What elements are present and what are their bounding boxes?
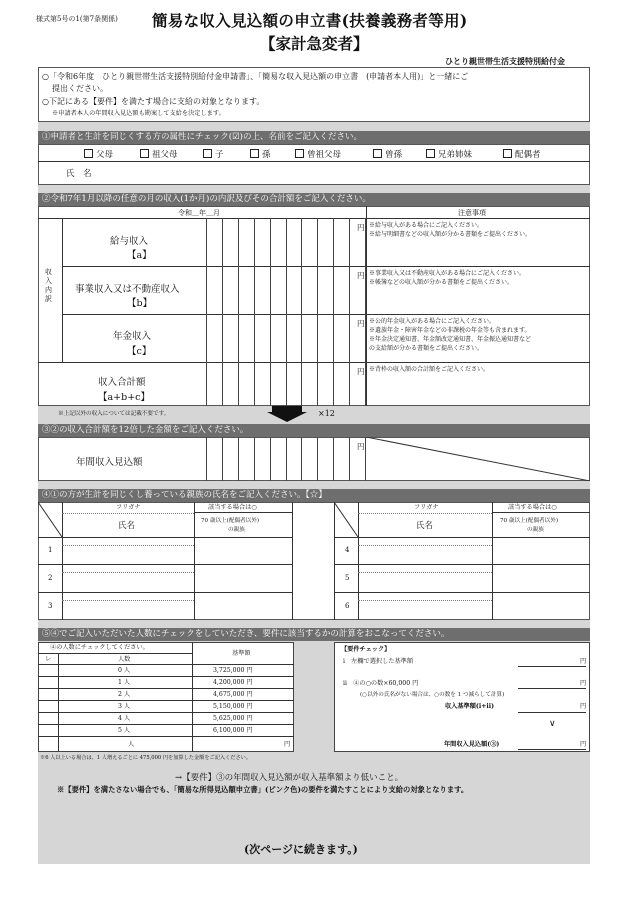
row-number: 1 bbox=[48, 546, 53, 554]
intro-line-3: ※申請者本人の年間収入見込額も勘案して支給を決定します。 bbox=[52, 110, 225, 117]
salary-amount-input[interactable] bbox=[207, 219, 365, 265]
people-column: 人数 bbox=[118, 656, 131, 663]
requirement-i: i 左欄で選択した基準額 bbox=[343, 658, 414, 665]
continue-next-page: (次ページに続きます。) bbox=[244, 843, 358, 856]
checkbox-icon bbox=[426, 149, 435, 158]
row-number: 4 bbox=[345, 546, 350, 554]
applicable-mark-input[interactable] bbox=[195, 538, 291, 564]
requirement-statement: →【要件】③の年間収入見込額が収入基準額より低いこと。 bbox=[175, 773, 404, 783]
header-diagonal bbox=[334, 502, 358, 537]
pension-note-4: の支給額が分かる書類をご提出ください。 bbox=[369, 345, 484, 352]
requirement-ii-input[interactable] bbox=[518, 676, 578, 688]
times-twelve: ×12 bbox=[318, 409, 335, 418]
furigana-header: フリガナ bbox=[116, 504, 141, 511]
relation-option-child[interactable]: 子 bbox=[203, 148, 224, 160]
yen-unit: 円 bbox=[357, 271, 365, 280]
page-subtitle: 【家計急変者】 bbox=[260, 34, 369, 53]
people-count-custom: 人 bbox=[128, 741, 135, 748]
salary-note-1: ※給与収入がある場合にご記入ください。 bbox=[369, 222, 484, 229]
checkbox-icon bbox=[84, 149, 93, 158]
applicable-mark-input[interactable] bbox=[493, 593, 589, 619]
total-note: ※背枠の収入額の合計額をご記入ください。 bbox=[369, 366, 490, 373]
intro-line-1b: 提出ください。 bbox=[52, 84, 108, 93]
people-count: 3 人 bbox=[118, 703, 131, 710]
income-threshold-input[interactable] bbox=[518, 700, 578, 712]
row-number: 6 bbox=[345, 602, 350, 610]
checkbox-icon bbox=[250, 149, 259, 158]
pension-label: 年金収入 bbox=[113, 331, 152, 342]
income-side-label: 収入内訳 bbox=[45, 268, 52, 303]
people-check-6plus[interactable] bbox=[39, 737, 58, 751]
relative-name-input[interactable] bbox=[63, 538, 193, 564]
yen-unit: 円 bbox=[580, 658, 587, 665]
section-2-header: ②令和7年1月以降の任意の月の収入(1か月)の内訳及びその合計額をご記入ください。 bbox=[38, 193, 590, 206]
relation-option-parent[interactable]: 父母 bbox=[84, 148, 113, 160]
row-number: 2 bbox=[48, 574, 53, 582]
people-count: 1 人 bbox=[118, 679, 131, 686]
yen-unit: 円 bbox=[580, 741, 587, 748]
requirement-title: 【要件チェック】 bbox=[341, 646, 391, 653]
annual-income-check-label: 年間収入見込額(③) bbox=[444, 741, 500, 748]
people-check-2[interactable] bbox=[39, 689, 58, 700]
yen-unit: 円 bbox=[357, 319, 365, 328]
row-number: 5 bbox=[345, 574, 350, 582]
base-amount: 4,675,000 円 bbox=[213, 691, 253, 698]
section-2-footnote: ※上記以外の収入については記載不要です。 bbox=[58, 411, 170, 417]
people-count: 4 人 bbox=[118, 715, 131, 722]
row-number: 3 bbox=[48, 602, 53, 610]
applicable-mark-input[interactable] bbox=[195, 593, 291, 619]
applicable-mark-input[interactable] bbox=[493, 538, 589, 564]
people-check-4[interactable] bbox=[39, 713, 58, 724]
business-note-1: ※事業収入又は不動産収入がある場合にご記入ください。 bbox=[369, 270, 526, 277]
business-label: 事業収入又は不動産収入 bbox=[75, 284, 180, 295]
base-amount: 6,100,000 円 bbox=[213, 727, 253, 734]
form-number: 様式第5号の1(第7条関係) bbox=[36, 15, 118, 23]
relation-option-grandparent[interactable]: 祖父母 bbox=[140, 148, 178, 160]
base-table-note: ※6 人以上いる場合は、1 人増えるごとに 475,000 円を加算した金額をご記入ください。 bbox=[40, 755, 252, 761]
applicable-header: 該当する場合は○ bbox=[508, 504, 557, 511]
section-3-header: ③②の収入合計額を12倍した金額をご記入ください。 bbox=[38, 424, 590, 437]
people-count: 5 人 bbox=[118, 727, 131, 734]
requirement-ii-note: (○以外の氏名がない場合は、○の数を 1 つ減らして計算) bbox=[360, 692, 505, 698]
age-note: 70 歳以上(配偶者以外) bbox=[500, 518, 559, 524]
age-note-2: の親族 bbox=[228, 527, 245, 533]
relation-option-great-grandchild[interactable]: 曽孫 bbox=[373, 148, 402, 160]
yen-unit: 円 bbox=[580, 680, 587, 687]
furigana-header: フリガナ bbox=[414, 504, 439, 511]
intro-line-2: ○下記にある【要件】を満たす場合に支給の対象となります。 bbox=[42, 97, 265, 106]
applicable-mark-input[interactable] bbox=[493, 565, 589, 591]
business-code: 【b】 bbox=[127, 298, 153, 309]
applicable-mark-input[interactable] bbox=[195, 565, 291, 591]
checkbox-icon bbox=[203, 149, 212, 158]
base-amount: 3,725,000 円 bbox=[213, 667, 253, 674]
greater-than-symbol: ∨ bbox=[549, 719, 556, 729]
salary-note-2: ※給与明細書などの収入額が分かる書類をご提出ください。 bbox=[369, 231, 532, 238]
program-name: ひとり親世帯生活支援特別給付金 bbox=[445, 56, 565, 66]
base-amount-custom: 円 bbox=[284, 741, 291, 748]
checkbox-icon bbox=[140, 149, 149, 158]
relation-option-great-grandparent[interactable]: 曾祖父母 bbox=[295, 148, 341, 160]
checkbox-icon bbox=[373, 149, 382, 158]
notes-header: 注意事項 bbox=[458, 209, 486, 217]
check-header: ④の人数にチェックしてください。 bbox=[50, 644, 149, 651]
name-input[interactable] bbox=[120, 163, 586, 183]
relation-option-grandchild[interactable]: 孫 bbox=[250, 148, 271, 160]
alternate-requirement-note: ※【要件】を満たさない場合でも、「簡易な所得見込額申立書」(ピンク色)の要件を満たすことにより支給の対象となります。 bbox=[57, 785, 469, 794]
age-note-2: の親族 bbox=[527, 527, 544, 533]
pension-amount-input[interactable] bbox=[207, 315, 365, 361]
checkbox-icon bbox=[503, 149, 512, 158]
people-check-1[interactable] bbox=[39, 677, 58, 688]
pension-note-3: ※年金決定通知書、年金額改定通知書、年金振込通知書など bbox=[369, 336, 532, 343]
relative-name-input[interactable] bbox=[359, 593, 491, 619]
people-count: 2 人 bbox=[118, 691, 131, 698]
annual-income-check-input[interactable] bbox=[518, 737, 578, 749]
people-check-5[interactable] bbox=[39, 725, 58, 736]
header-diagonal bbox=[38, 502, 62, 537]
yen-unit: 円 bbox=[357, 223, 365, 232]
yen-unit: 円 bbox=[357, 367, 365, 376]
business-note-2: ※帳簿などの収入額が分かる書類をご提出ください。 bbox=[369, 279, 514, 286]
intro-line-1: ○「令和6年度 ひとり親世帯生活支援特別給付金申請書」、「簡易な収入見込額の申立書 (申請者本人用)」と一緒にご bbox=[42, 72, 469, 81]
section-5-header: ⑤④でご記入いただいた人数にチェックをしていただき、要件に該当するかの計算をおこなってください。 bbox=[38, 628, 590, 641]
down-arrow-icon bbox=[266, 405, 308, 423]
custom-people-input[interactable] bbox=[60, 737, 126, 751]
relative-name-input[interactable] bbox=[63, 565, 193, 591]
relation-option-sibling[interactable]: 兄弟姉妹 bbox=[426, 148, 472, 160]
pension-code: 【c】 bbox=[127, 346, 152, 357]
requirement-ii: ii ④の○の数×60,000 円 bbox=[343, 680, 419, 687]
check-column: レ bbox=[45, 656, 52, 663]
pension-note-2: ※遺族年金・障害年金などの非課税の年金等も含まれます。 bbox=[369, 327, 531, 334]
custom-base-input[interactable] bbox=[194, 737, 282, 751]
salary-label: 給与収入 bbox=[110, 236, 149, 247]
yen-unit: 円 bbox=[580, 703, 587, 710]
business-amount-input[interactable] bbox=[207, 267, 365, 313]
relation-option-spouse[interactable]: 配偶者 bbox=[503, 148, 541, 160]
annual-income-input[interactable] bbox=[207, 438, 365, 480]
section-1-header: ①申請者と生計を同じくする方の属性にチェック(☑)の上、名前をご記入ください。 bbox=[38, 131, 590, 144]
people-check-0[interactable] bbox=[39, 665, 58, 676]
total-code: 【a+b+c】 bbox=[98, 392, 150, 403]
page-title: 簡易な収入見込額の申立書(扶養義務者等用) bbox=[152, 11, 468, 30]
name-header: 氏名 bbox=[416, 521, 434, 531]
month-header: 令和＿年＿月 bbox=[178, 209, 220, 217]
base-amount: 5,625,000 円 bbox=[213, 715, 253, 722]
base-column: 基準額 bbox=[232, 650, 251, 657]
name-label: 氏 名 bbox=[66, 169, 92, 179]
income-threshold-label: 収入基準額(i+ii) bbox=[445, 703, 495, 710]
relative-name-input[interactable] bbox=[359, 565, 491, 591]
age-note: 70 歳以上(配偶者以外) bbox=[201, 518, 260, 524]
base-amount: 5,150,000 円 bbox=[213, 703, 253, 710]
yen-unit: 円 bbox=[357, 442, 365, 451]
section-4-header: ④①の方が生計を同じくし養っている親族の氏名をご記入ください。【☆】 bbox=[38, 489, 590, 502]
requirement-i-input[interactable] bbox=[518, 654, 578, 666]
people-count: 0 人 bbox=[118, 667, 131, 674]
relative-name-input[interactable] bbox=[63, 593, 193, 619]
people-check-3[interactable] bbox=[39, 701, 58, 712]
total-amount-input[interactable] bbox=[207, 363, 365, 405]
name-header: 氏名 bbox=[118, 521, 136, 531]
checkbox-icon bbox=[295, 149, 304, 158]
relative-name-input[interactable] bbox=[359, 538, 491, 564]
base-amount: 4,200,000 円 bbox=[213, 679, 253, 686]
diagonal-strike bbox=[366, 437, 590, 481]
annual-income-label: 年間収入見込額 bbox=[76, 457, 143, 468]
total-label: 収入合計額 bbox=[98, 377, 146, 388]
pension-note-1: ※公的年金収入がある場合にご記入ください。 bbox=[369, 318, 496, 325]
salary-code: 【a】 bbox=[127, 250, 152, 261]
applicable-header: 該当する場合は○ bbox=[208, 504, 257, 511]
